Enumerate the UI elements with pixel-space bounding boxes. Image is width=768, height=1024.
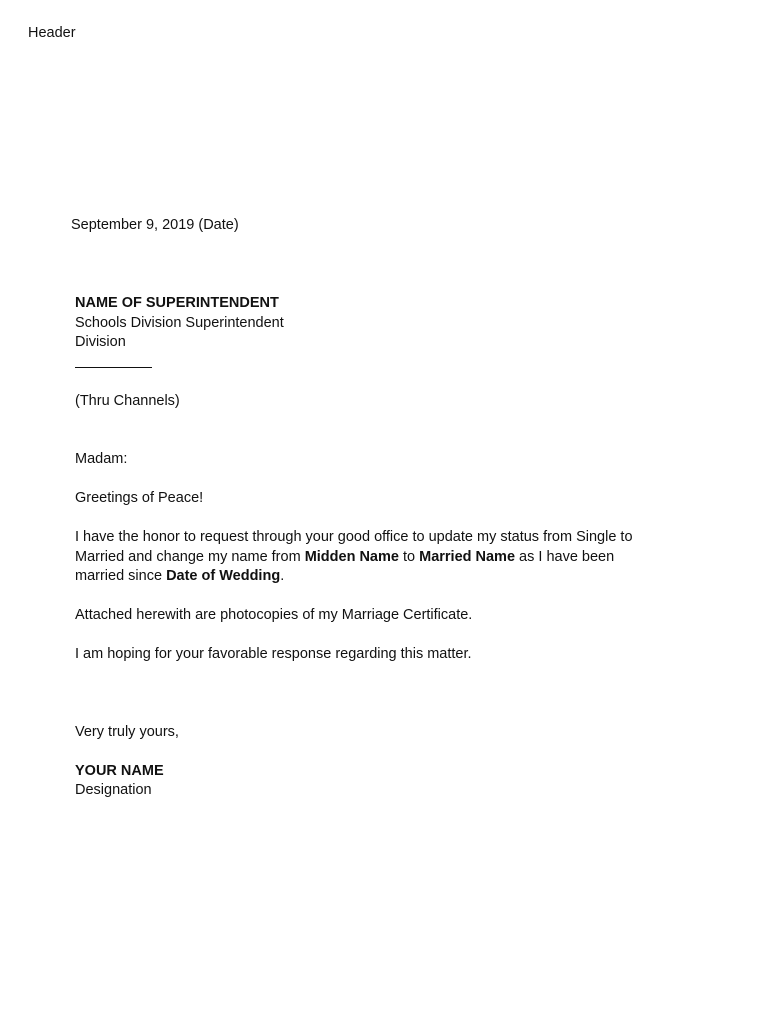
request-line-1: I have the honor to request through your good office to update my status from Single to [75,529,633,545]
wedding-date-placeholder: Date of Wedding [166,568,281,584]
spacer [75,626,715,646]
letter-body [75,294,715,801]
spacer [75,587,715,607]
request-text: to [398,548,420,565]
request-text: . [280,568,285,584]
greeting: Greetings of Peace! [75,490,204,506]
page-header-label: Header [28,25,76,41]
signatory-designation: Designation [75,782,152,798]
spacer [75,509,715,529]
spacer [75,665,715,724]
letter-date: September 9, 2019 (Date) [71,217,239,233]
thru-channels: (Thru Channels) [75,392,180,409]
spacer [75,372,715,392]
request-text: as I have been [515,548,615,565]
closing-hope-paragraph: I am hoping for your favorable response regarding this matter. [75,646,472,662]
signatory-name: YOUR NAME [75,762,164,779]
spacer [75,411,715,450]
maiden-name-placeholder: Midden Name [304,548,399,565]
request-line-3 [75,567,715,587]
request-line-2 [75,548,715,568]
spacer [75,470,715,490]
spacer [75,743,715,762]
complimentary-close: Very truly yours, [75,724,179,740]
recipient-division: Division [75,334,126,350]
blank-line [75,353,152,373]
request-paragraph [75,528,715,587]
salutation: Madam: [75,451,128,467]
recipient-name: NAME OF SUPERINTENDENT [75,295,279,311]
recipient-title: Schools Division Superintendent [75,314,284,331]
married-name-placeholder: Married Name [419,548,516,565]
attachment-paragraph: Attached herewith are photocopies of my Marriage Certificate. [75,607,473,623]
request-text: married since [75,568,167,584]
request-text: Married and change my name from [75,548,305,565]
